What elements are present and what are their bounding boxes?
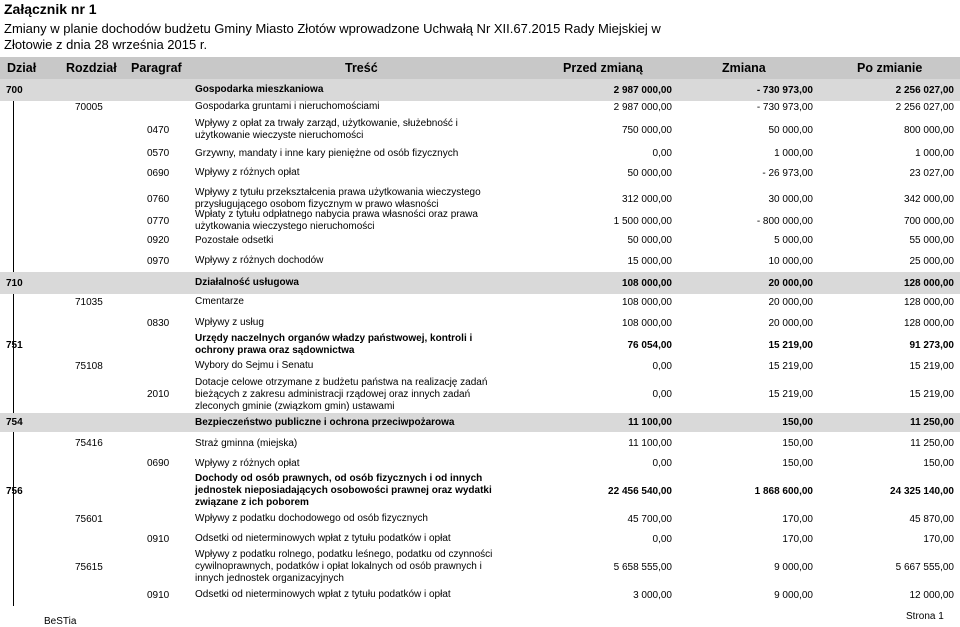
cell-po-zmianie: 700 000,00 (903, 215, 954, 227)
cell-zmiana: - 26 973,00 (762, 167, 813, 179)
cell-zmiana: 170,00 (782, 513, 813, 525)
cell-paragraf: 0920 (147, 235, 170, 246)
cell-paragraf: 0690 (147, 458, 170, 469)
header-zmiana: Zmiana (722, 61, 766, 75)
document-title: Załącznik nr 1 (4, 1, 97, 17)
cell-przed-zmiana: 0,00 (652, 148, 672, 159)
cell-zmiana: 9 000,00 (774, 561, 813, 573)
cell-przed-zmiana: 108 000,00 (621, 277, 672, 289)
cell-rozdzial (75, 162, 125, 184)
header-przed-zmiana: Przed zmianą (563, 61, 643, 75)
cell-dzial (6, 357, 46, 375)
cell-tresc: Pozostałe odsetki (195, 234, 274, 246)
table-row (0, 250, 960, 272)
cell-przed-zmiana: 50 000,00 (627, 167, 672, 179)
cell-paragraf (147, 333, 187, 357)
cell-przed-zmiana: 1 500 000,00 (613, 215, 672, 227)
table-row (0, 433, 960, 454)
cell-tresc: Wpływy z opłat za trwały zarząd, użytkowanie, służebność i użytkowanie wieczyste nieruchomości (195, 118, 458, 141)
cell-paragraf (147, 272, 187, 294)
table-row (0, 549, 960, 585)
cell-przed-zmiana: 2 987 000,00 (613, 84, 672, 96)
cell-po-zmianie: 91 273,00 (909, 339, 954, 351)
cell-rozdzial (75, 529, 125, 549)
table-row (0, 162, 960, 184)
cell-rozdzial (75, 376, 125, 413)
cell-po-zmianie: 24 325 140,00 (890, 485, 954, 497)
cell-po-zmianie: 45 870,00 (909, 513, 954, 525)
cell-przed-zmiana: 0,00 (652, 458, 672, 469)
table-row (0, 413, 960, 432)
cell-po-zmianie: 170,00 (923, 533, 954, 545)
cell-po-zmianie: 15 219,00 (909, 360, 954, 372)
cell-zmiana: 15 219,00 (768, 339, 813, 351)
cell-rozdzial: 75601 (75, 513, 103, 525)
cell-rozdzial: 71035 (75, 296, 103, 308)
cell-dzial (6, 376, 46, 413)
cell-paragraf: 0830 (147, 317, 170, 329)
cell-po-zmianie: 55 000,00 (909, 235, 954, 246)
cell-tresc: Straż gminna (miejska) (195, 437, 298, 449)
cell-po-zmianie: 128 000,00 (903, 277, 954, 289)
cell-po-zmianie: 150,00 (923, 458, 954, 469)
cell-paragraf (147, 510, 187, 528)
cell-paragraf: 0690 (147, 167, 170, 179)
cell-po-zmianie: 11 250,00 (910, 438, 954, 449)
cell-zmiana: 170,00 (782, 533, 813, 545)
cell-przed-zmiana: 5 658 555,00 (613, 561, 672, 573)
cell-zmiana: 150,00 (782, 458, 813, 469)
table-row (0, 208, 960, 234)
cell-przed-zmiana: 2 987 000,00 (613, 101, 672, 113)
cell-tresc: Wpływy z usług (195, 317, 264, 328)
footer-page-number: Strona 1 (906, 611, 944, 622)
cell-dzial (6, 145, 46, 162)
cell-zmiana: 20 000,00 (768, 317, 813, 329)
cell-rozdzial (75, 473, 125, 509)
cell-po-zmianie: 1 000,00 (915, 148, 954, 159)
cell-po-zmianie: 25 000,00 (909, 255, 954, 267)
cell-zmiana: 1 868 600,00 (754, 485, 813, 497)
cell-tresc: Dochody od osób prawnych, od osób fizycznych i od innych jednostek nieposiadających osobowości prawnej oraz wydatki związane z ich poborem (195, 473, 492, 508)
cell-paragraf (147, 473, 187, 509)
cell-zmiana: 20 000,00 (768, 277, 813, 289)
cell-paragraf (147, 292, 187, 312)
document-subtitle-line1: Zmiany w planie dochodów budżetu Gminy Miasto Złotów wprowadzone Uchwałą Nr XII.67.2015 Rady Miejskiej w (4, 21, 661, 36)
cell-dzial (6, 433, 46, 454)
table-row (0, 145, 960, 162)
cell-zmiana: 150,00 (782, 438, 813, 449)
cell-zmiana: 10 000,00 (768, 255, 813, 267)
cell-rozdzial (75, 333, 125, 357)
cell-rozdzial (75, 145, 125, 162)
cell-tresc: Wpływy z różnych opłat (195, 457, 300, 469)
header-tresc: Treść (345, 61, 378, 75)
cell-zmiana: 9 000,00 (774, 589, 813, 601)
cell-zmiana: 30 000,00 (768, 193, 813, 205)
cell-po-zmianie: 2 256 027,00 (895, 101, 954, 113)
cell-po-zmianie: 15 219,00 (909, 389, 954, 400)
header-po-zmianie: Po zmianie (857, 61, 923, 75)
cell-paragraf (147, 549, 187, 585)
cell-zmiana: 5 000,00 (774, 235, 813, 246)
table-row (0, 272, 960, 294)
cell-tresc: Gospodarka mieszkaniowa (195, 84, 324, 95)
cell-dzial (6, 510, 46, 528)
cell-przed-zmiana: 0,00 (652, 533, 672, 545)
cell-dzial (6, 115, 46, 145)
cell-po-zmianie: 2 256 027,00 (895, 84, 954, 96)
cell-dzial (6, 232, 46, 249)
cell-tresc: Wpływy z podatku dochodowego od osób fizycznych (195, 513, 428, 524)
cell-dzial (6, 529, 46, 549)
cell-tresc: Odsetki od nieterminowych wpłat z tytułu podatków i opłat (195, 589, 451, 600)
cell-dzial: 756 (6, 485, 23, 497)
cell-rozdzial (75, 208, 125, 234)
cell-rozdzial (75, 413, 125, 432)
table-row (0, 333, 960, 357)
header-dzial: Dział (7, 61, 37, 75)
table-row (0, 292, 960, 312)
cell-przed-zmiana: 50 000,00 (627, 235, 672, 246)
cell-przed-zmiana: 0,00 (652, 360, 672, 372)
cell-przed-zmiana: 11 100,00 (628, 417, 672, 428)
cell-paragraf: 0760 (147, 193, 170, 205)
cell-przed-zmiana: 22 456 540,00 (608, 485, 672, 497)
cell-tresc: Bezpieczeństwo publiczne i ochrona przeciwpożarowa (195, 416, 455, 428)
cell-zmiana: 1 000,00 (774, 148, 813, 159)
cell-rozdzial: 75108 (75, 360, 103, 372)
cell-paragraf: 0910 (147, 533, 170, 545)
cell-paragraf: 0770 (147, 215, 170, 227)
cell-tresc: Grzywny, mandaty i inne kary pieniężne od osób fizycznych (195, 147, 459, 159)
cell-rozdzial (75, 585, 125, 605)
cell-dzial: 700 (6, 84, 23, 96)
cell-tresc: Odsetki od nieterminowych wpłat z tytułu podatków i opłat (195, 533, 451, 544)
cell-dzial: 710 (6, 277, 23, 289)
cell-rozdzial: 75416 (75, 438, 103, 449)
cell-rozdzial: 75615 (75, 561, 103, 573)
cell-rozdzial (75, 115, 125, 145)
cell-po-zmianie: 11 250,00 (910, 417, 954, 428)
cell-paragraf: 2010 (147, 389, 170, 400)
table-row (0, 357, 960, 375)
cell-zmiana: 15 219,00 (768, 360, 813, 372)
cell-zmiana: - 730 973,00 (756, 101, 813, 113)
cell-przed-zmiana: 76 054,00 (627, 339, 672, 351)
cell-dzial (6, 549, 46, 585)
cell-przed-zmiana: 15 000,00 (627, 255, 672, 267)
cell-zmiana: 20 000,00 (768, 296, 813, 308)
cell-paragraf (147, 357, 187, 375)
cell-dzial (6, 292, 46, 312)
cell-zmiana: 50 000,00 (768, 124, 813, 136)
cell-tresc: Urzędy naczelnych organów władzy państwowej, kontroli i ochrony prawa oraz sądownictwa (195, 333, 473, 356)
cell-po-zmianie: 342 000,00 (903, 193, 954, 205)
cell-przed-zmiana: 108 000,00 (621, 317, 672, 329)
cell-dzial (6, 162, 46, 184)
cell-paragraf: 0970 (147, 255, 170, 267)
cell-tresc: Cmentarze (195, 296, 244, 307)
cell-tresc: Wpływy z różnych opłat (195, 167, 300, 178)
table-header (0, 57, 960, 79)
cell-po-zmianie: 12 000,00 (909, 589, 954, 601)
cell-zmiana: 15 219,00 (768, 389, 813, 400)
cell-po-zmianie: 23 027,00 (909, 167, 954, 179)
cell-rozdzial (75, 250, 125, 272)
cell-tresc: Dotacje celowe otrzymane z budżetu państwa na realizację zadań bieżących z zakresu administracji rządowej oraz innych zadań zleconych gminie (związkom gmin) ustawami (195, 376, 488, 412)
cell-tresc: Wpływy z podatku rolnego, podatku leśnego, podatku od czynności cywilnoprawnych, podatków i opłat lokalnych od osób prawnych i innych jednostek organizacyjnych (195, 549, 493, 584)
table-row (0, 115, 960, 145)
cell-paragraf: 0470 (147, 124, 170, 136)
cell-po-zmianie: 128 000,00 (903, 317, 954, 329)
cell-dzial: 754 (6, 417, 23, 428)
table-row (0, 232, 960, 249)
cell-tresc: Wybory do Sejmu i Senatu (195, 360, 314, 371)
table-row (0, 473, 960, 509)
cell-po-zmianie: 128 000,00 (903, 296, 954, 308)
cell-zmiana: - 800 000,00 (756, 215, 813, 227)
cell-przed-zmiana: 0,00 (652, 389, 672, 400)
table-row (0, 510, 960, 528)
cell-przed-zmiana: 45 700,00 (627, 513, 672, 525)
table-row (0, 585, 960, 605)
cell-dzial (6, 585, 46, 605)
cell-paragraf: 0570 (147, 148, 170, 159)
table-row (0, 313, 960, 333)
cell-dzial: 751 (6, 339, 23, 351)
document-subtitle-line2: Złotowie z dnia 28 września 2015 r. (4, 37, 208, 52)
table-row (0, 376, 960, 413)
cell-przed-zmiana: 11 100,00 (628, 438, 672, 449)
cell-po-zmianie: 5 667 555,00 (895, 561, 954, 573)
header-paragraf: Paragraf (131, 61, 182, 75)
cell-tresc: Wpłaty z tytułu odpłatnego nabycia prawa własności oraz prawa użytkowania wieczystego nieruchomości (195, 209, 478, 232)
cell-dzial (6, 313, 46, 333)
cell-po-zmianie: 800 000,00 (903, 124, 954, 136)
cell-przed-zmiana: 3 000,00 (633, 589, 672, 601)
cell-rozdzial (75, 232, 125, 249)
cell-dzial (6, 454, 46, 473)
cell-paragraf (147, 413, 187, 432)
cell-rozdzial (75, 454, 125, 473)
cell-paragraf: 0910 (147, 589, 170, 601)
cell-rozdzial: 70005 (75, 101, 103, 113)
cell-zmiana: 150,00 (782, 417, 813, 428)
cell-tresc: Gospodarka gruntami i nieruchomościami (195, 101, 380, 112)
cell-dzial (6, 208, 46, 234)
header-rozdzial: Rozdział (66, 61, 117, 75)
cell-tresc: Wpływy z różnych dochodów (195, 255, 324, 266)
cell-tresc: Działalność usługowa (195, 277, 299, 288)
cell-paragraf (147, 433, 187, 454)
cell-rozdzial (75, 313, 125, 333)
cell-przed-zmiana: 312 000,00 (621, 193, 672, 205)
cell-zmiana: - 730 973,00 (756, 84, 813, 96)
cell-przed-zmiana: 750 000,00 (621, 124, 672, 136)
table-row (0, 454, 960, 473)
cell-przed-zmiana: 108 000,00 (621, 296, 672, 308)
cell-dzial (6, 250, 46, 272)
cell-tresc: Wpływy z tytułu przekształcenia prawa użytkowania wieczystego przysługującego osobom fizycznym w prawo własności (195, 187, 481, 210)
footer-left: BeSTia (44, 616, 77, 627)
table-row (0, 529, 960, 549)
cell-rozdzial (75, 272, 125, 294)
